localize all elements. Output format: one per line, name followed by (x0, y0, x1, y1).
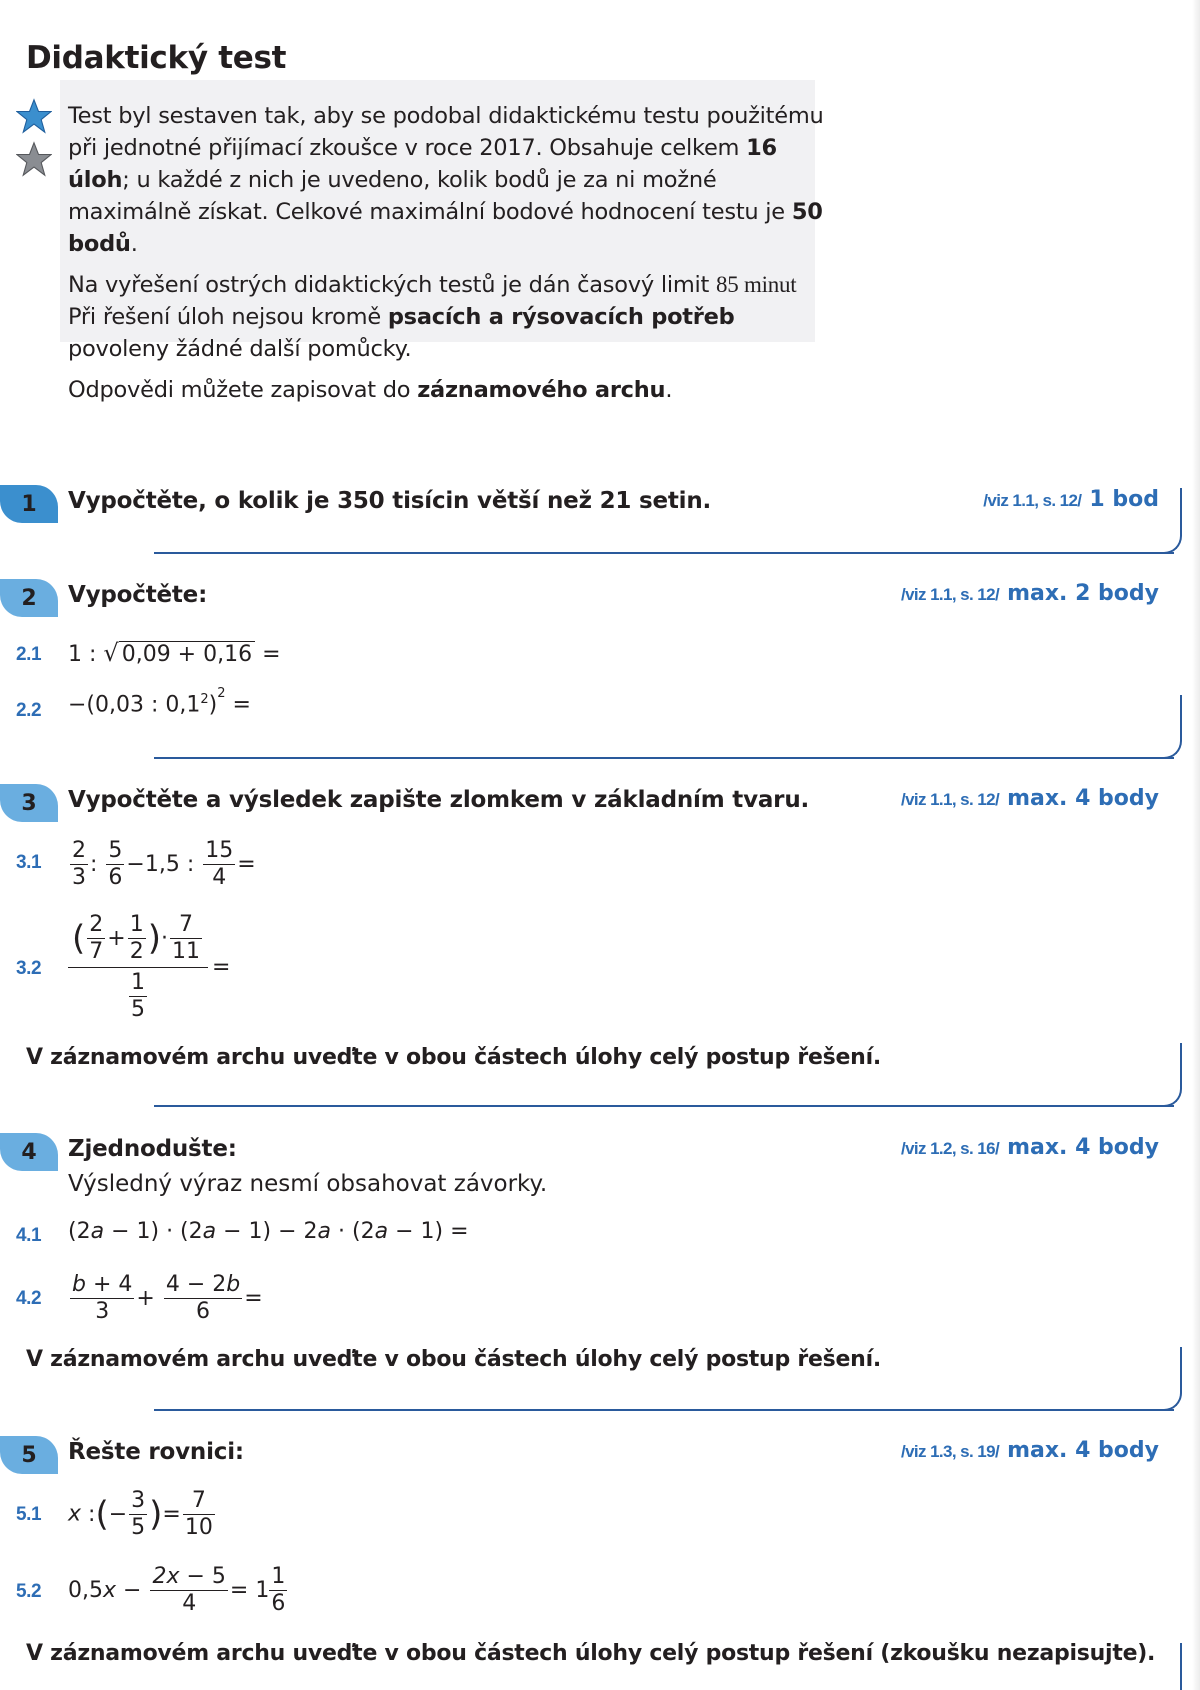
subtask-label: 3.1 (16, 852, 42, 873)
task-separator (154, 757, 1174, 759)
page-edge-shadow (1192, 0, 1200, 1690)
grey-star-icon (16, 141, 52, 177)
intro-paragraph-2: Na vyřešení ostrých didaktických testů je dán časový limit 85 minut (68, 272, 797, 298)
task-note: V záznamovém archu uveďte v obou částech úlohy celý postup řešení (zkoušku nezapisujte). (26, 1641, 1156, 1666)
task-reference: /viz 1.1, s. 12/ max. 4 body (900, 786, 1159, 811)
task-question: Řešte rovnici: (68, 1439, 244, 1465)
subtask-label: 4.2 (16, 1288, 42, 1309)
task-number-badge: 3 (0, 784, 58, 822)
task-reference: /viz 1.3, s. 19/ max. 4 body (900, 1438, 1159, 1463)
task-subtext: Výsledný výraz nesmí obsahovat závorky. (68, 1171, 548, 1197)
task-question: Vypočtěte a výsledek zapište zlomkem v základním tvaru. (68, 787, 810, 813)
subtask-4-1-expression: (2a − 1) · (2a − 1) − 2a · (2a − 1) = (68, 1219, 469, 1244)
intro-paragraph-3: Při řešení úloh nejsou kromě psacích a rýsovacích potřeb povoleny žádné další pomůcky. (68, 304, 735, 362)
subtask-label: 4.1 (16, 1225, 42, 1246)
task-note: V záznamovém archu uveďte v obou částech úlohy celý postup řešení. (26, 1347, 881, 1372)
task-reference: /viz 1.1, s. 12/ 1 bod (983, 487, 1159, 512)
subtask-label: 5.2 (16, 1581, 42, 1602)
subtask-label: 5.1 (16, 1504, 42, 1525)
task-separator (154, 1409, 1174, 1411)
subtask-label: 3.2 (16, 958, 42, 979)
task-note: V záznamovém archu uveďte v obou částech úlohy celý postup řešení. (26, 1045, 881, 1070)
task-separator (154, 552, 1174, 554)
subtask-2-1-expression: 1 : √ 0,09 + 0,16 = (68, 639, 281, 667)
intro-text (68, 100, 828, 415)
task-question: Zjednodušte: (68, 1136, 237, 1162)
task-number-badge: 4 (0, 1133, 58, 1171)
task-reference: /viz 1.1, s. 12/ max. 2 body (900, 581, 1159, 606)
intro-paragraph-1: Test byl sestaven tak, aby se podobal didaktickému testu použitému při jednotné přijímací zkoušce v roce 2017. Obsahuje celkem 16 úloh; u každé z nich je uvedeno, kolik bodů je za ni možné maximálně získat. Celkové maximální bodové hodnocení testu je 50 bodů. (68, 103, 824, 257)
subtask-5-1-expression: x :(− $\frac{3}{5}$ )= $\frac{7}{10}$ (68, 1488, 213, 1540)
task-separator (154, 1105, 1174, 1107)
subtask-4-2-expression: $\frac{b + 4}{3}$ + $\frac{4 - 2b}{6}$ = (72, 1272, 263, 1324)
subtask-label: 2.1 (16, 644, 42, 665)
intro-paragraph-4: Odpovědi můžete zapisovat do záznamového archu. (68, 377, 673, 403)
task-reference: /viz 1.2, s. 16/ max. 4 body (900, 1135, 1159, 1160)
task-number-badge: 5 (0, 1436, 58, 1474)
subtask-5-2-expression: 0,5x − $\frac{2x - 5}{4}$ = 1 $\frac{1}{6}$ (68, 1564, 286, 1616)
task-question: Vypočtěte, o kolik je 350 tisícin větší než 21 setin. (68, 488, 712, 514)
subtask-label: 2.2 (16, 700, 42, 721)
page-title: Didaktický test (26, 40, 287, 76)
blue-star-icon (16, 98, 52, 134)
task-number-badge: 1 (0, 485, 58, 523)
task-question: Vypočtěte: (68, 582, 208, 608)
subtask-3-1-expression: $\frac{2}{3}$ : $\frac{5}{6}$ −1,5 : $\frac{15}{4}$ = (72, 838, 256, 890)
subtask-3-2-expression: ( $\frac{2}{7}$ + $\frac{1}{2}$ )· $\frac{7}{11}$ $\frac{1}{5}$ = (68, 912, 230, 1023)
task-number-badge: 2 (0, 579, 58, 617)
subtask-2-2-expression: −(0,03 : $0,1^2)^2$ = (68, 686, 251, 718)
